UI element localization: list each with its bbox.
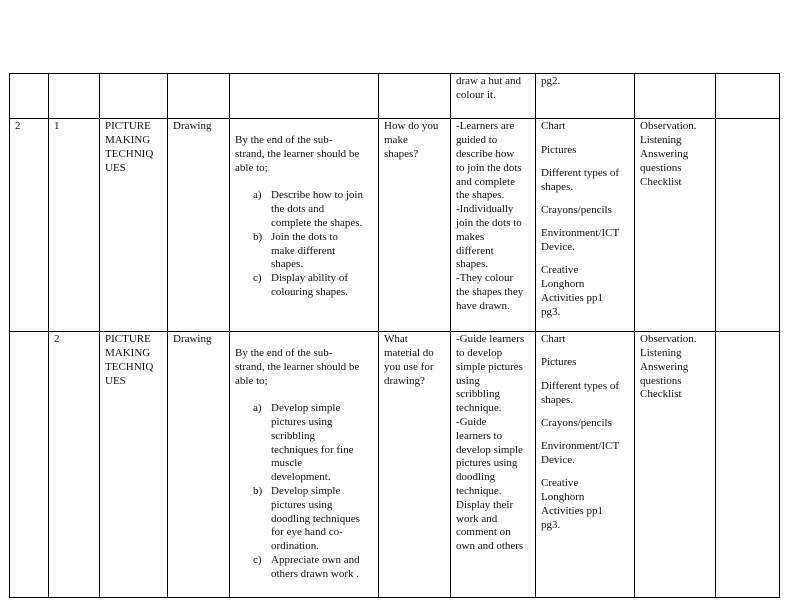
resource-item: Pictures: [541, 143, 577, 156]
objective-item: [235, 272, 373, 300]
inquiry-question-cell: What material do you use for drawing?: [379, 332, 451, 598]
strand-cell: PICTURE MAKING TECHNIQ UES: [100, 119, 168, 332]
inquiry-question-cell: [379, 74, 451, 119]
resource-item: Chart: [541, 333, 566, 346]
objective-text: Appreciate own and others drawn work .: [271, 553, 360, 580]
objective-marker: b): [253, 230, 263, 243]
objective-marker: b): [253, 484, 263, 497]
assessment-cell: [635, 74, 716, 119]
assessment-cell: Observation. Listening Answering questions Checklist: [635, 119, 716, 332]
learning-activities-cell: draw a hut and colour it.: [451, 74, 536, 119]
assessment-cell: Observation. Listening Answering questions Checklist: [635, 332, 716, 598]
objective-item: [235, 402, 373, 485]
resource-item: Chart: [541, 120, 566, 133]
week-cell: 2: [10, 119, 49, 332]
objectives-cell: [230, 119, 379, 332]
lesson-cell: 2: [49, 332, 100, 598]
week-cell: [10, 74, 49, 119]
week-cell: [10, 332, 49, 598]
objective-text: Join the dots to make different shapes.: [271, 230, 338, 271]
resource-item: pg2.: [541, 75, 561, 87]
strand-cell: [100, 74, 168, 119]
strand-cell: PICTURE MAKING TECHNIQ UES: [100, 332, 168, 598]
resource-item: Pictures: [541, 356, 577, 369]
objective-marker: a): [253, 189, 262, 202]
objective-item: [235, 485, 373, 554]
learning-activities-cell: -Learners are guided to describe how to join the dots and complete the shapes. -Individually join the dots to makes different shapes. -They colour the shapes they have drawn.: [451, 119, 536, 332]
resource-item: Creative Longhorn Activities pp1 pg3.: [541, 477, 604, 531]
objective-text: Display ability of colouring shapes.: [271, 272, 348, 298]
inquiry-question-cell: How do you make shapes?: [379, 119, 451, 332]
learning-activities-cell: -Guide learners to develop simple pictures using scribbling technique. -Guide learners to develop simple pictures using doodling technique. Display their work and comment on own and others: [451, 332, 536, 598]
objective-marker: c): [253, 272, 262, 285]
objectives-intro: By the end of the sub- strand, the learner should be able to;: [235, 346, 360, 387]
objectives-cell: [230, 332, 379, 598]
objective-text: Describe how to join the dots and complete the shapes.: [271, 189, 363, 229]
resource-item: Environment/ICT Device.: [541, 227, 620, 254]
table-row: [10, 119, 780, 332]
resources-cell: [536, 119, 635, 332]
table-row: [10, 74, 780, 119]
objective-text: Develop simple pictures using scribbling techniques for fine muscle development.: [271, 402, 354, 484]
sub-strand-cell: [168, 74, 230, 119]
resource-item: Crayons/pencils: [541, 204, 612, 217]
sub-strand-cell: Drawing: [168, 119, 230, 332]
remarks-cell: [716, 332, 780, 598]
objectives-cell: [230, 74, 379, 119]
objective-item: [235, 554, 373, 582]
sub-strand-cell: Drawing: [168, 332, 230, 598]
remarks-cell: [716, 119, 780, 332]
objectives-list: [235, 189, 373, 299]
resource-item: Crayons/pencils: [541, 416, 612, 429]
resource-item: Different types of shapes.: [541, 379, 619, 406]
lesson-cell: [49, 74, 100, 119]
resources-cell: [536, 74, 635, 119]
objectives-intro: By the end of the sub- strand, the learner should be able to;: [235, 134, 360, 174]
objectives-list: [235, 402, 373, 581]
scheme-of-work-table: [9, 73, 780, 598]
lesson-cell: 1: [49, 119, 100, 332]
objective-text: Develop simple pictures using doodling techniques for eye hand co- ordination.: [271, 484, 360, 553]
objective-marker: c): [253, 553, 262, 566]
objective-marker: a): [253, 402, 262, 415]
remarks-cell: [716, 74, 780, 119]
resource-item: Different types of shapes.: [541, 166, 619, 193]
objective-item: [235, 231, 373, 272]
resource-item: Environment/ICT Device.: [541, 440, 620, 466]
resource-item: Creative Longhorn Activities pp1 pg3.: [541, 264, 604, 318]
objective-item: [235, 189, 373, 230]
resources-cell: [536, 332, 635, 598]
table-row: [10, 332, 780, 598]
